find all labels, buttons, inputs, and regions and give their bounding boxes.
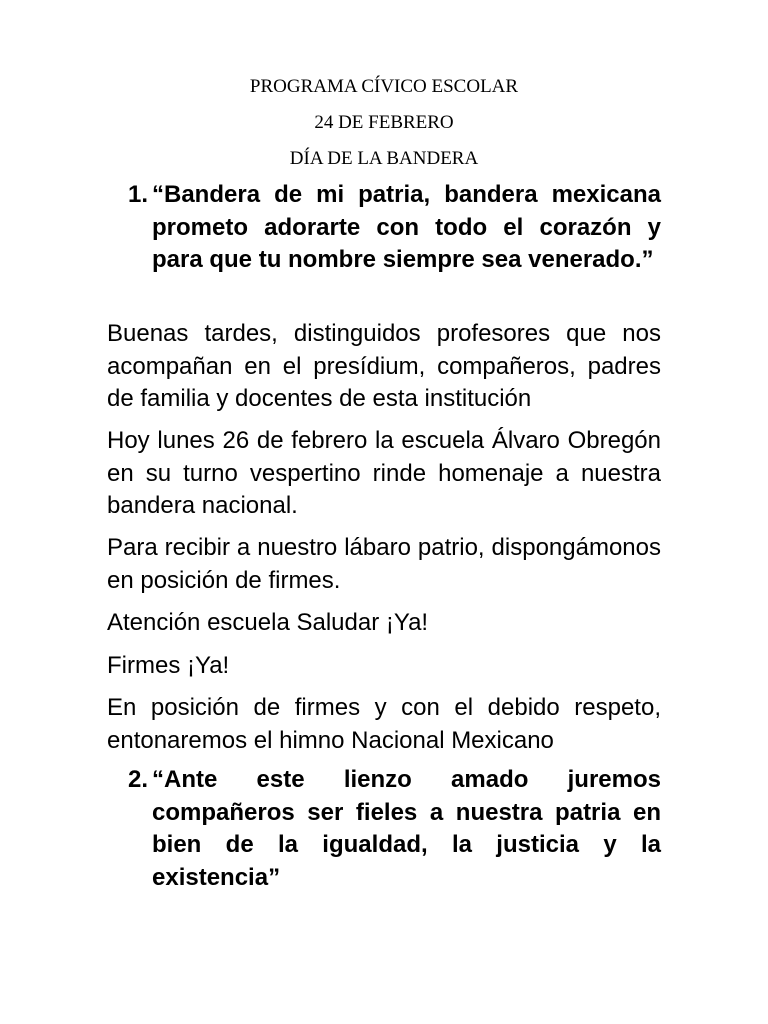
program-title: PROGRAMA CÍVICO ESCOLAR [249, 76, 519, 97]
paragraph-receive-flag: Para recibir a nuestro lábaro patrio, dispongámonos en posición de firmes. [107, 534, 661, 594]
program-date: 24 DE FEBRERO [314, 112, 454, 133]
item-text: “Ante este lienzo amado juremos compañeros ser fieles a nuestra patria en bien de la igualdad, la justicia y la existencia” [152, 766, 661, 891]
paragraph-anthem: En posición de firmes y con el debido respeto, entonaremos el himno Nacional Mexicano [107, 694, 661, 754]
paragraph-greeting: Buenas tardes, distinguidos profesores que nos acompañan en el presídium, compañeros, padres de familia y docentes de esta institución [107, 320, 661, 412]
item-number: 1. [128, 181, 149, 208]
paragraph-salute: Atención escuela Saludar ¡Ya! [107, 609, 429, 636]
item-number: 2. [128, 766, 149, 793]
numbered-item-1 [128, 179, 661, 277]
paragraph-homage: Hoy lunes 26 de febrero la escuela Álvaro Obregón en su turno vespertino rinde homenaje a nuestra bandera nacional. [107, 427, 661, 519]
item-text: “Bandera de mi patria, bandera mexicana prometo adorarte con todo el corazón y para que tu nombre siempre sea venerado.” [152, 181, 661, 273]
program-occasion: DÍA DE LA BANDERA [289, 148, 479, 169]
numbered-item-2 [128, 764, 661, 894]
paragraph-firmes: Firmes ¡Ya! [107, 652, 230, 679]
